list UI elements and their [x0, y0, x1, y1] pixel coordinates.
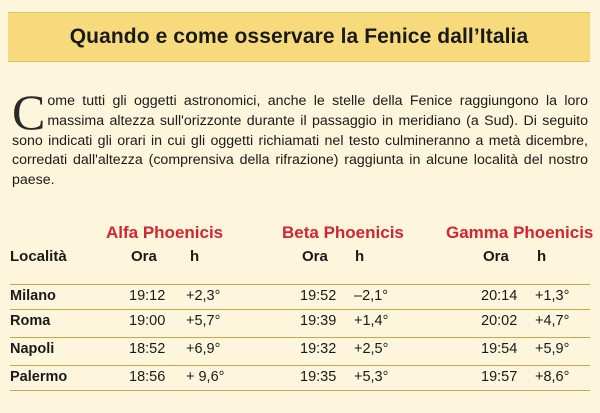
height-header-alfa: h [190, 248, 200, 265]
intro-paragraph [12, 84, 588, 191]
time-value: 20:14 [481, 288, 518, 304]
page-title: Quando e come osservare la Fenice dall’Italia [69, 25, 529, 48]
height-header-gamma: h [537, 248, 547, 265]
height-value: + 9,6° [186, 369, 225, 385]
height-value: +1,3° [535, 288, 570, 304]
time-header-gamma: Ora [483, 248, 509, 265]
time-value: 19:00 [129, 313, 166, 329]
height-value: +4,7° [535, 313, 570, 329]
time-value: 18:56 [129, 369, 166, 385]
height-value: +6,9° [186, 341, 221, 357]
height-value: +2,3° [186, 288, 221, 304]
time-value: 19:52 [300, 288, 337, 304]
time-value: 19:54 [481, 341, 518, 357]
height-value: +5,3° [354, 369, 389, 385]
location-header: Località [10, 248, 67, 265]
time-header-beta: Ora [302, 248, 328, 265]
time-value: 19:57 [481, 369, 518, 385]
table-row [10, 337, 590, 362]
height-value: +1,4° [354, 313, 389, 329]
height-value: +2,5° [354, 341, 389, 357]
time-value: 19:39 [300, 313, 337, 329]
intro-text: ome tutti gli oggetti astronomici, anche le stelle della Fenice raggiungono la loro massima altezza sull'orizzonte durante il passaggio in meridiano (a Sud). Di seguito sono indicati gli orari in cui gli oggetti richiamati nel testo culmineranno a metà dicembre, corredati dall'altezza (comprensiva della rifrazione) raggiunta in alcune località del nostro paese. [12, 93, 588, 189]
time-value: 19:35 [300, 369, 337, 385]
height-value: –2,1° [354, 288, 389, 304]
height-header-beta: h [355, 248, 365, 265]
star-name-beta: Beta Phoenicis [282, 223, 404, 242]
location-name: Milano [10, 288, 56, 304]
time-header-alfa: Ora [131, 248, 157, 265]
location-name: Palermo [10, 369, 68, 385]
location-name: Roma [10, 313, 51, 329]
time-value: 19:12 [129, 288, 166, 304]
table-row [10, 365, 590, 391]
title-banner [8, 12, 590, 62]
drop-cap: C [12, 84, 46, 140]
table-row [10, 284, 590, 309]
height-value: +8,6° [535, 369, 570, 385]
star-name-alfa: Alfa Phoenicis [106, 223, 224, 242]
height-value: +5,7° [186, 313, 221, 329]
time-value: 20:02 [481, 313, 518, 329]
time-value: 19:32 [300, 341, 337, 357]
time-value: 18:52 [129, 341, 166, 357]
height-value: +5,9° [535, 341, 570, 357]
location-name: Napoli [10, 341, 55, 357]
star-name-gamma: Gamma Phoenicis [446, 223, 594, 242]
table-row [10, 309, 590, 334]
